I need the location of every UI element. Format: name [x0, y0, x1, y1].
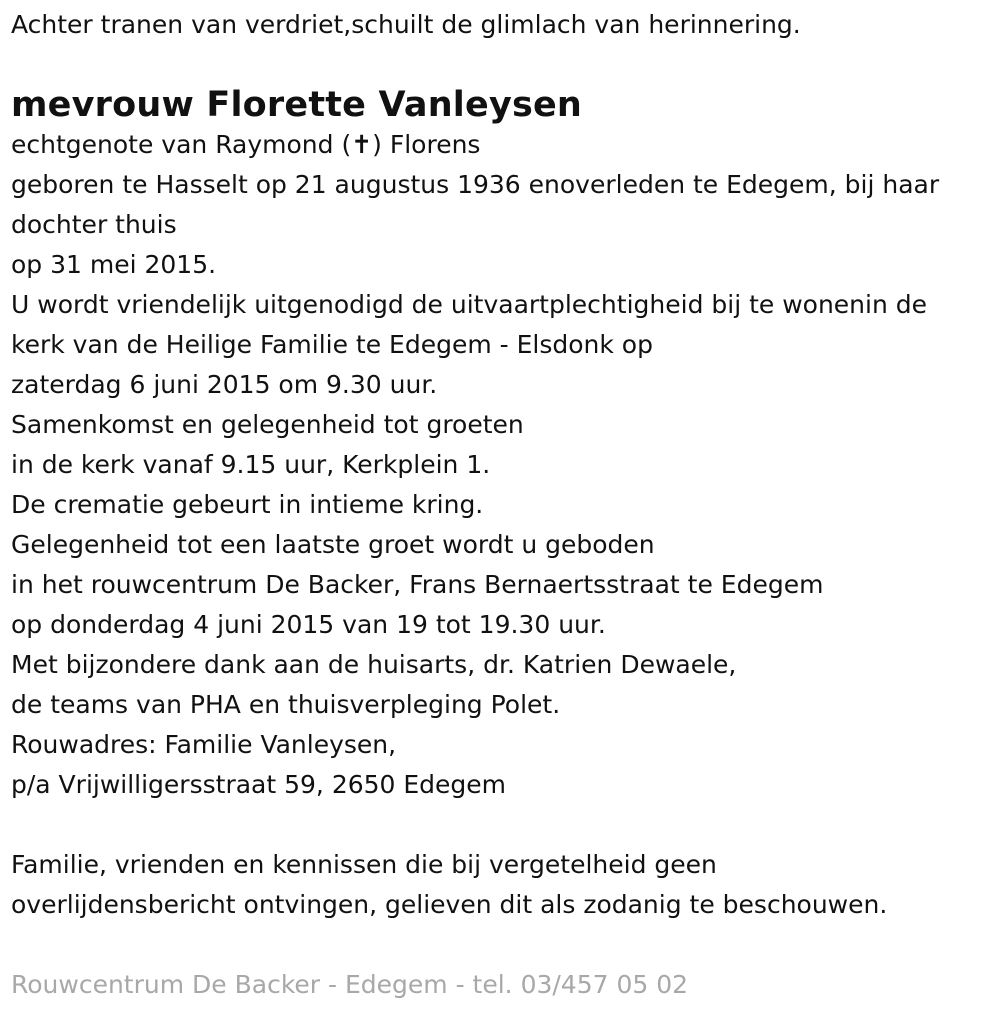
funeral-date-line: zaterdag 6 juni 2015 om 9.30 uur. [11, 370, 438, 399]
memorial-quote: Achter tranen van verdriet,schuilt de glimlach van herinnering. [11, 10, 801, 39]
invitation-line: U wordt vriendelijk uitgenodigd de uitvaartplechtigheid bij te wonenin de [11, 290, 928, 319]
spacer [11, 805, 996, 845]
gathering-line: Samenkomst en gelegenheid tot groeten [11, 410, 524, 439]
closing-line: overlijdensbericht ontvingen, gelieven dit als zodanig te beschouwen. [11, 890, 888, 919]
spacer [11, 925, 996, 965]
birth-line: geboren te Hasselt op 21 augustus 1936 enoverleden te Edegem, bij haar [11, 170, 940, 199]
death-place-line: dochter thuis [11, 210, 177, 239]
farewell-date-line: op donderdag 4 juni 2015 van 19 tot 19.30 uur. [11, 610, 606, 639]
cremation-line: De crematie gebeurt in intieme kring. [11, 490, 484, 519]
thanks-line: Met bijzondere dank aan de huisarts, dr. Katrien Dewaele, [11, 650, 737, 679]
spouse-line: echtgenote van Raymond (✝) Florens [11, 130, 481, 159]
church-line: kerk van de Heilige Familie te Edegem - Elsdonk op [11, 330, 653, 359]
thanks-teams-line: de teams van PHA en thuisverpleging Polet. [11, 690, 561, 719]
deceased-name: mevrouw Florette Vanleysen [11, 85, 583, 125]
gathering-time-line: in de kerk vanaf 9.15 uur, Kerkplein 1. [11, 450, 491, 479]
farewell-line: Gelegenheid tot een laatste groet wordt u geboden [11, 530, 655, 559]
obituary-notice [11, 5, 996, 1005]
closing-line: Familie, vrienden en kennissen die bij vergetelheid geen [11, 850, 717, 879]
funeral-home-line: in het rouwcentrum De Backer, Frans Bernaertsstraat te Edegem [11, 570, 824, 599]
death-date-line: op 31 mei 2015. [11, 250, 217, 279]
spacer [11, 45, 996, 85]
mourning-address-line: Rouwadres: Familie Vanleysen, [11, 730, 397, 759]
funeral-home-footer: Rouwcentrum De Backer - Edegem - tel. 03/457 05 02 [11, 970, 689, 999]
mourning-street-line: p/a Vrijwilligersstraat 59, 2650 Edegem [11, 770, 507, 799]
